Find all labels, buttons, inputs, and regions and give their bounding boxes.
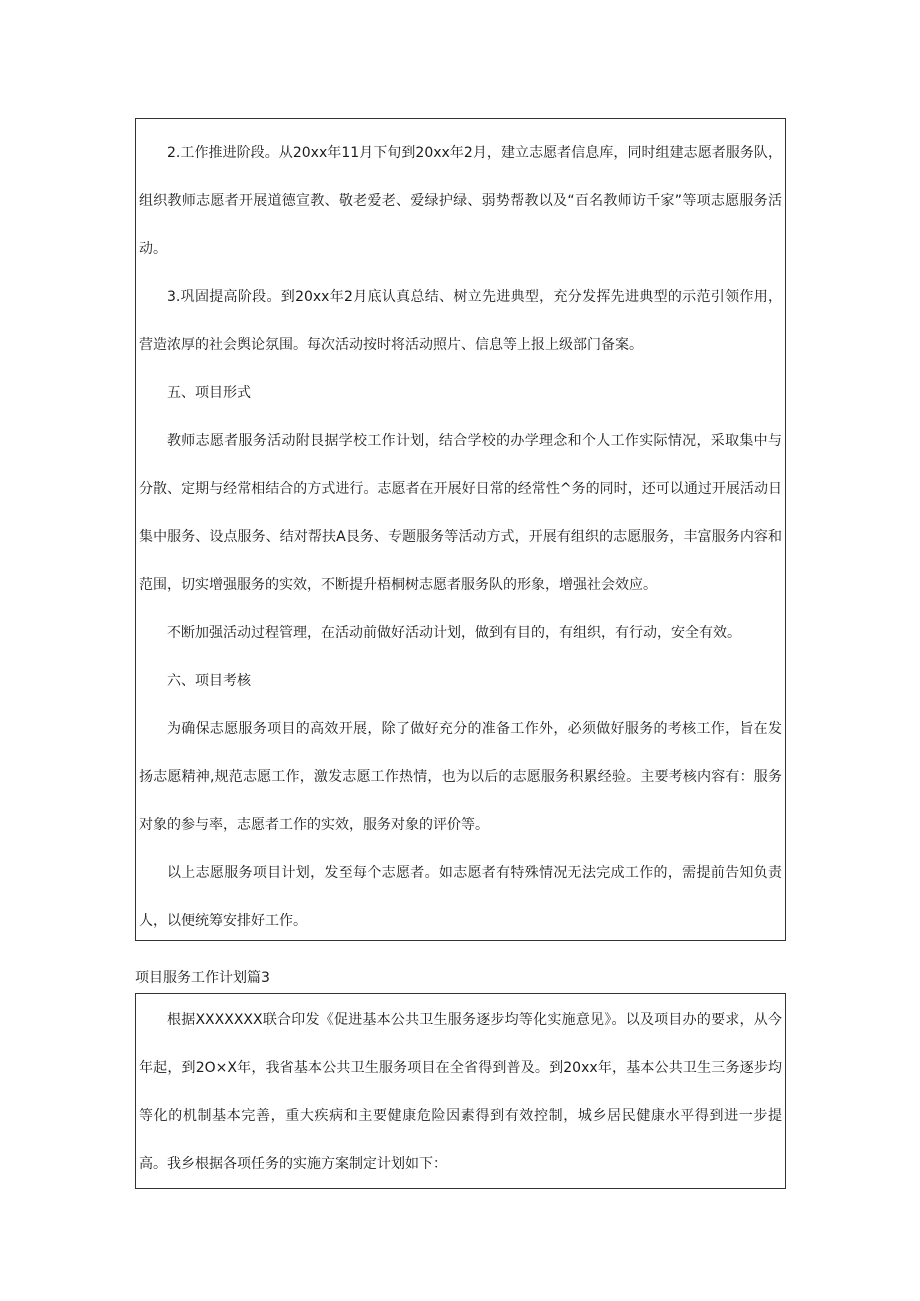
paragraph-process-management: 不断加强活动过程管理，在活动前做好活动计划，做到有目的，有组织，有行动，安全有效。 [167,625,741,641]
paragraph-work-promotion-stage: 2.工作推进阶段。从20xx年11月下旬到20xx年2月，建立志愿者信息库，同时组建志愿者服务队，组织教师志愿者开展道德宣教、敬老爱老、爱绿护绿、弱势帮教以及“百名教师访千家”等项志愿服务活动。 [139,145,782,257]
paragraph-consolidation-stage: 3.巩固提高阶段。到20xx年2月底认真总结、树立先进典型，充分发挥先进典型的示范引领作用，营造浓厚的社会舆论氛围。每次活动按时将活动照片、信息等上报上级部门备案。 [139,289,782,353]
paragraph-plan-distribution: 以上志愿服务项目计划，发至每个志愿者。如志愿者有特殊情况无法完成工作的，需提前告知负责人，以便统筹安排好工作。 [139,865,782,929]
heading-project-assessment: 六、项目考核 [167,673,251,689]
section-title: 项目服务工作计划篇3 [135,970,270,986]
paragraph-project-form: 教师志愿者服务活动附艮据学校工作计划，结合学校的办学理念和个人工作实际情况，采取集中与分散、定期与经常相结合的方式进行。志愿者在开展好日常的经常性^务的同时，还可以通过开展活动日集中服务、设点服务、结对帮扶A艮务、专题服务等活动方式，开展有组织的志愿服务，丰富服务内容和范围，切实增强服务的实效，不断提升梧桐树志愿者服务队的形象，增强社会效应。 [139,433,782,593]
paragraph-public-health-plan: 根据XXXXXXX联合印发《促进基本公共卫生服务逐步均等化实施意见》。以及项目办的要求，从今年起，到2O×X年，我省基本公共卫生服务项目在全省得到普及。到20xx年，基本公共卫生三务逐步均等化的机制基本完善，重大疾病和主要健康危险因素得到有效控制，城乡居民健康水平得到进一步提高。我乡根据各项任务的实施方案制定计划如下： [139,1012,782,1172]
document-text-box-1 [135,118,786,941]
heading-project-form: 五、项目形式 [167,385,251,401]
document-text-box-2 [135,993,786,1189]
paragraph-project-assessment: 为确保志愿服务项目的高效开展，除了做好充分的准备工作外，必须做好服务的考核工作，旨在发扬志愿精神,规范志愿工作，激发志愿工作热情，也为以后的志愿服务积累经验。主要考核内容有：服务对象的参与率，志愿者工作的实效，服务对象的评价等。 [139,721,782,833]
